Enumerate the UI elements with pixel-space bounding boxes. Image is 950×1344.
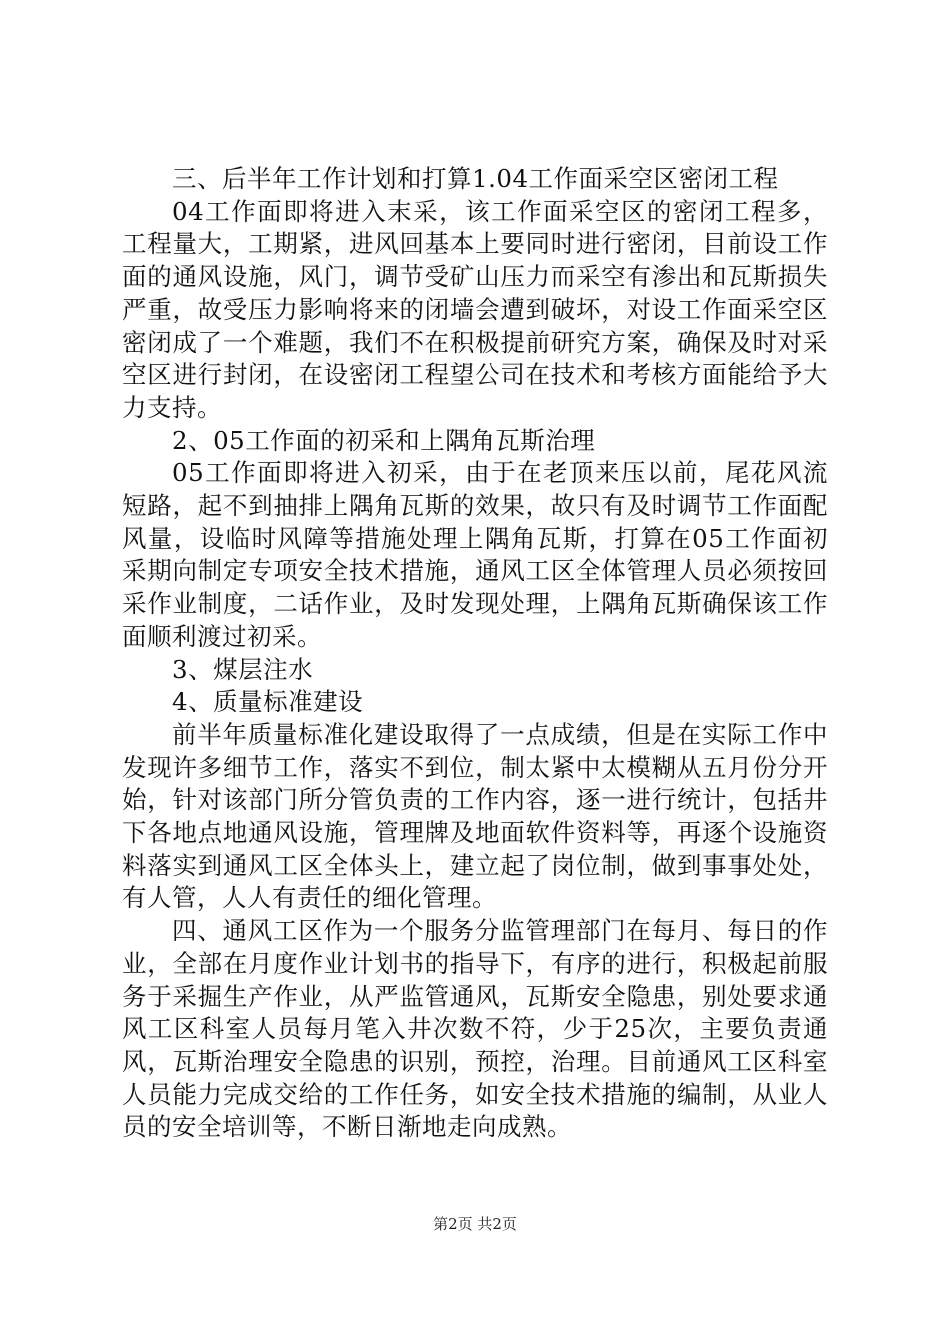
document-body — [122, 163, 828, 1144]
section-heading-water-injection: 3、煤层注水 — [172, 654, 314, 684]
paragraph-05-working-face: 05工作面即将进入初采，由于在老顶来压以前，尾花风流短路，起不到抽排上隅角瓦斯的效果，故只有及时调节工作面配风量，设临时风障等措施处理上隅角瓦斯，打算在05工作面初采期向制定专项安全技术措施，通风工区全体管理人员必须按回采作业制度，二话作业，及时发现处理，上隅角瓦斯确保该工作面顺利渡过初采。 — [122, 458, 828, 651]
section-heading-quality-standard: 4、质量标准建设 — [172, 687, 364, 717]
paragraph-04-working-face: 04工作面即将进入末采，该工作面采空区的密闭工程多，工程量大，工期紧，进风回基本上要同时进行密闭，目前设工作面的通风设施，风门，调节受矿山压力而采空有渗出和瓦斯损失严重，故受压力影响将来的闭墙会遭到破坏，对设工作面采空区密闭成了一个难题，我们不在积极提前研究方案，确保及时对采空区进行封闭，在设密闭工程望公司在技术和考核方面能给予大力支持。 — [122, 196, 828, 422]
page-footer: 第2页 共2页 — [433, 1215, 517, 1233]
paragraph-quality-standard: 前半年质量标准化建设取得了一点成绩，但是在实际工作中发现许多细节工作，落实不到位，制太紧中太模糊从五月份分开始，针对该部门所分管负责的工作内容，逐一进行统计，包括井下各地点地通风设施，管理牌及地面软件资料等，再逐个设施资料落实到通风工区全体头上，建立起了岗位制，做到事事处处，有人管，人人有责任的细化管理。 — [122, 719, 828, 913]
section-heading-plan: 三、后半年工作计划和打算1.04工作面采空区密闭工程 — [172, 164, 779, 193]
section-heading-05-working-face: 2、05工作面的初采和上隅角瓦斯治理 — [172, 425, 596, 455]
paragraph-section-four: 四、通风工区作为一个服务分监管理部门在每月、每日的作业，全部在月度作业计划书的指导下，有序的进行，积极起前服务于采掘生产作业，从严监管通风，瓦斯安全隐患，别处要求通风工区科室人员每月笔入井次数不符，少于25次，主要负责通风，瓦斯治理安全隐患的识别，预控，治理。目前通风工区科室人员能力完成交给的工作任务，如安全技术措施的编制，从业人员的安全培训等，不断日渐地走向成熟。 — [122, 916, 828, 1142]
